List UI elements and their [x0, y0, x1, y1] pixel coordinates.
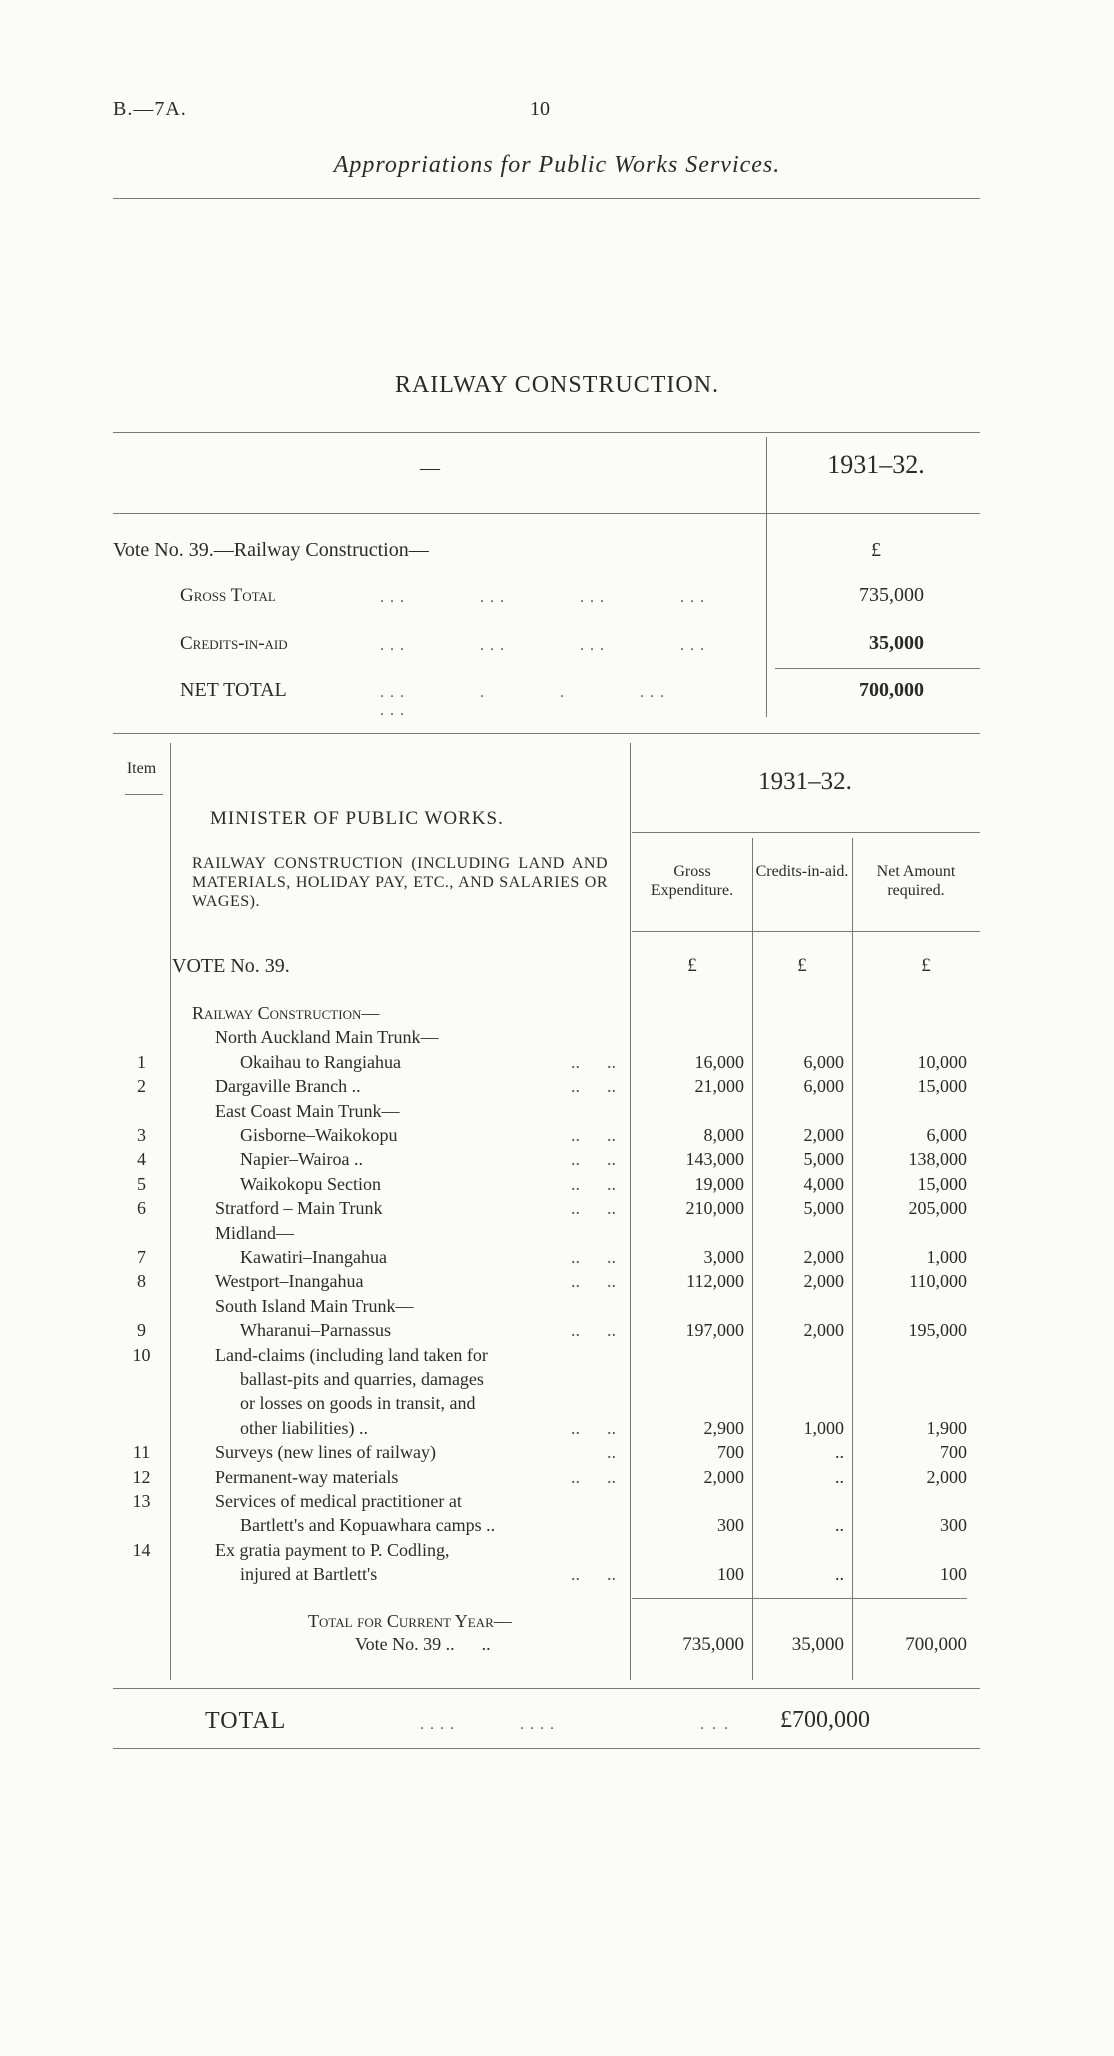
col-header-gross: Gross Expenditure. [650, 863, 734, 899]
credits-value: 1,000 [803, 1417, 844, 1438]
credits-value: 4,000 [803, 1173, 844, 1194]
total-gross: 735,000 [682, 1634, 744, 1655]
row-description: South Island Main Trunk— [215, 1295, 414, 1316]
net-value: 138,000 [908, 1149, 967, 1170]
item-number: 6 [137, 1198, 146, 1219]
row-dots: .. .. [571, 1149, 616, 1170]
gross-value: 19,000 [694, 1173, 744, 1194]
row-description: Surveys (new lines of railway) [215, 1442, 436, 1463]
currency-net: £ [921, 955, 931, 976]
col-header-rule [632, 931, 980, 932]
item-header-rule [125, 794, 163, 795]
gross-value: 700 [717, 1442, 744, 1463]
row-description: ballast-pits and quarries, damages [240, 1369, 484, 1389]
total-rule [632, 1598, 967, 1599]
summary-value: 735,000 [859, 584, 924, 606]
row-description: Bartlett's and Kopuawhara camps .. [240, 1515, 496, 1536]
footer-total-value: £700,000 [780, 1707, 870, 1733]
col-header-credits: Credits-in-aid. [755, 863, 849, 880]
credits-value: 2,000 [803, 1125, 844, 1145]
row-dots: .. .. [571, 1051, 616, 1072]
net-value: 700 [940, 1442, 967, 1463]
credits-value: 2,000 [803, 1271, 844, 1292]
row-description: Services of medical practitioner at [215, 1491, 462, 1511]
gross-value: 3,000 [703, 1247, 744, 1267]
detail-year: 1931–32. [758, 768, 852, 795]
net-value: 195,000 [908, 1320, 967, 1341]
row-description: Wharanui–Parnassus [240, 1320, 391, 1341]
vote-description: RAILWAY CONSTRUCTION (INCLUDING LAND AND MATERIALS, HOLIDAY PAY, ETC., AND SALARIES OR WAGES). [192, 855, 608, 910]
credits-value: .. [835, 1564, 844, 1585]
row-description: Napier–Wairoa .. [240, 1149, 363, 1170]
summary-bottom-rule [113, 733, 980, 734]
item-number: 14 [132, 1539, 151, 1560]
summary-header-rule [113, 513, 980, 514]
net-value: 15,000 [917, 1173, 967, 1194]
item-number: 8 [137, 1271, 146, 1292]
footer-dots-2: . . . [700, 1716, 730, 1733]
item-number: 12 [132, 1466, 151, 1487]
gross-value: 2,900 [703, 1417, 744, 1438]
row-description: injured at Bartlett's [240, 1564, 378, 1585]
item-number: 13 [132, 1491, 151, 1511]
credits-value: 6,000 [803, 1076, 844, 1097]
currency-credits: £ [797, 955, 807, 976]
net-value: 15,000 [917, 1076, 967, 1097]
row-description: Gisborne–Waikokopu [240, 1125, 398, 1145]
summary-dots: ... . . ... ... [380, 684, 670, 719]
gross-value: 210,000 [685, 1198, 744, 1219]
detail-year-rule [632, 832, 980, 833]
row-dots: .. .. [571, 1466, 616, 1487]
summary-value: 700,000 [859, 679, 924, 701]
summary-dots: ... ... ... ... [380, 637, 710, 654]
section-title: RAILWAY CONSTRUCTION. [394, 372, 720, 398]
summary-vote-line: Vote No. 39.—Railway Construction— [113, 539, 429, 561]
credits-value: 6,000 [803, 1051, 844, 1072]
row-description: or losses on goods in transit, and [240, 1393, 476, 1414]
summary-dash: — [420, 457, 440, 479]
item-number: 11 [132, 1442, 151, 1463]
summary-divider [766, 437, 767, 717]
row-description: North Auckland Main Trunk— [215, 1027, 439, 1048]
row-dots: .. [607, 1442, 616, 1463]
item-number: 5 [137, 1173, 146, 1194]
gross-value: 197,000 [685, 1320, 744, 1341]
row-description: Ex gratia payment to P. Codling, [215, 1539, 450, 1560]
credits-value: 2,000 [803, 1320, 844, 1341]
gross-value: 16,000 [694, 1051, 744, 1072]
credits-value: 5,000 [803, 1149, 844, 1170]
item-number: 9 [137, 1320, 146, 1341]
vote-label: VOTE No. 39. [172, 955, 290, 977]
net-value: 6,000 [926, 1125, 967, 1145]
row-dots: .. .. [571, 1076, 616, 1097]
item-number: 4 [137, 1149, 146, 1170]
summary-top-rule [113, 432, 980, 433]
page-title: Appropriations for Public Works Services. [333, 152, 781, 178]
item-number: 10 [132, 1344, 151, 1365]
row-description: Waikokopu Section [240, 1173, 382, 1194]
total-credits: 35,000 [791, 1634, 844, 1655]
row-description: Dargaville Branch .. [215, 1076, 361, 1097]
row-description: East Coast Main Trunk— [215, 1100, 400, 1121]
row-dots: .. .. [571, 1564, 616, 1585]
item-number: 2 [137, 1076, 146, 1097]
row-description: Land-claims (including land taken for [215, 1344, 488, 1365]
summary-year: 1931–32. [827, 450, 925, 479]
credits-value: .. [835, 1466, 844, 1487]
row-description: Permanent-way materials [215, 1466, 399, 1487]
net-value: 205,000 [908, 1198, 967, 1219]
gross-value: 21,000 [694, 1076, 744, 1097]
credits-value: .. [835, 1442, 844, 1463]
total-label: Total for Current Year— [308, 1611, 512, 1631]
credits-value: .. [835, 1515, 844, 1536]
row-dots: .. .. [571, 1320, 616, 1341]
summary-currency: £ [871, 539, 881, 561]
document-reference: B.—7A. [113, 98, 187, 120]
summary-dots: ... ... ... ... [380, 589, 710, 606]
summary-label: NET TOTAL [180, 679, 287, 701]
row-description: Midland— [215, 1222, 294, 1243]
minister-heading: MINISTER OF PUBLIC WORKS. [210, 808, 504, 829]
row-dots: .. .. [571, 1247, 616, 1267]
row-description: Okaihau to Rangiahua [240, 1051, 401, 1072]
net-value: 100 [940, 1564, 967, 1585]
gross-value: 143,000 [685, 1149, 744, 1170]
gross-value: 100 [717, 1564, 744, 1585]
item-header: Item [126, 760, 157, 777]
currency-gross: £ [687, 955, 697, 976]
net-value: 110,000 [909, 1271, 967, 1292]
credits-value: 5,000 [803, 1198, 844, 1219]
detail-bottom-rule [113, 1688, 980, 1689]
summary-label: Credits-in-aid [180, 633, 288, 654]
description-column-rule [630, 743, 631, 1680]
row-dots: .. .. [571, 1271, 616, 1292]
gross-value: 112,000 [686, 1271, 744, 1292]
summary-value: 35,000 [869, 632, 924, 654]
row-description: Railway Construction— [192, 1003, 380, 1023]
item-column-rule [170, 743, 171, 1680]
row-description: Westport–Inangahua [215, 1271, 364, 1292]
summary-label: Gross Total [180, 585, 276, 606]
net-value: 1,900 [926, 1417, 967, 1438]
credits-value: 2,000 [803, 1247, 844, 1267]
row-dots: .. .. [571, 1198, 616, 1219]
total-vote-label: Vote No. 39 .. .. [355, 1634, 491, 1654]
gross-value: 2,000 [703, 1466, 744, 1487]
header-rule [113, 198, 980, 199]
gross-value: 8,000 [703, 1125, 744, 1145]
footer-bottom-rule [113, 1748, 980, 1749]
gross-value: 300 [717, 1515, 744, 1536]
row-dots: .. .. [571, 1417, 616, 1438]
footer-total-label: TOTAL [205, 1708, 287, 1734]
row-description: other liabilities) .. [240, 1417, 368, 1438]
net-value: 300 [940, 1515, 967, 1536]
row-description: Stratford – Main Trunk [215, 1198, 383, 1219]
net-value: 1,000 [926, 1247, 967, 1267]
net-value: 2,000 [926, 1466, 967, 1487]
item-number: 7 [137, 1247, 146, 1267]
row-dots: .. .. [571, 1125, 616, 1145]
row-dots: .. .. [571, 1173, 616, 1194]
col-header-net: Net Amount required. [876, 863, 956, 899]
summary-subtotal-rule [775, 668, 980, 669]
total-net: 700,000 [905, 1634, 967, 1655]
item-number: 1 [137, 1051, 146, 1072]
page-number: 10 [530, 98, 550, 120]
net-value: 10,000 [917, 1051, 967, 1072]
item-number: 3 [137, 1125, 146, 1145]
row-description: Kawatiri–Inangahua [240, 1247, 387, 1267]
footer-dots: .... .... [420, 1716, 560, 1733]
